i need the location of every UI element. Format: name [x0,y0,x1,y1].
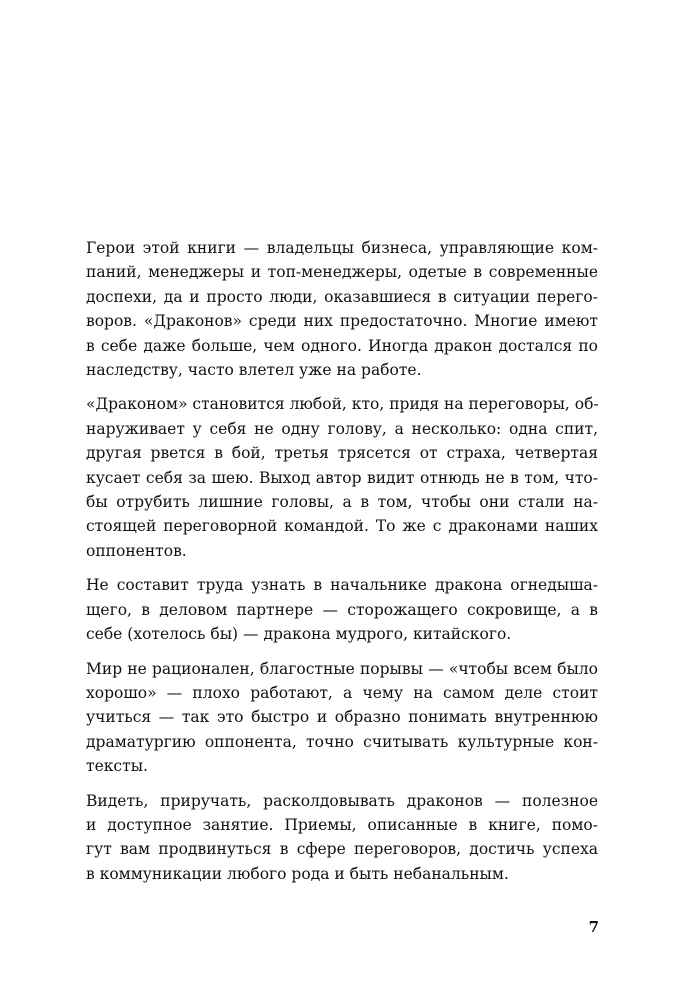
text-line: доспехи, да и просто люди, оказавшиеся в ситуации перего- [86,287,598,306]
text-line: кусает себя за шею. Выход автор видит отнюдь не в том, что- [86,468,598,487]
paragraph-2 [86,392,598,563]
text-line: себе (хотелось бы) — дракона мудрого, китайского. [86,625,512,644]
text-line: в себе даже больше, чем одного. Иногда дракон достался по [86,336,598,355]
text-line: драматургию оппонента, точно считывать культурные кон- [86,732,598,751]
text-line: Видеть, приручать, расколдовывать драконов — полезное [86,791,598,810]
paragraph-5 [86,789,598,887]
paragraph-3 [86,573,598,646]
text-line: «Драконом» становится любой, кто, придя на переговоры, об- [86,395,599,414]
text-line: бы отрубить лишние головы, а в том, чтобы они стали на- [86,493,598,512]
text-line: тексты. [86,757,148,776]
text-line: хорошо» — плохо работают, а чему на самом деле стоит [86,683,598,702]
text-line: другая рвется в бой, третья трясется от страха, четвертая [86,444,598,463]
paragraph-1 [86,236,598,382]
text-line: Мир не рационален, благостные порывы — «чтобы всем было [86,659,598,678]
text-line: учиться — так это быстро и образно понимать внутреннюю [86,708,598,727]
text-line: воров. «Драконов» среди них предостаточно. Многие имеют [86,312,598,331]
text-line: и доступное занятие. Приемы, описанные в книге, помо- [86,815,598,834]
text-line: паний, менеджеры и топ-менеджеры, одетые в современные [86,263,598,282]
text-line: стоящей переговорной командой. То же с драконами наших [86,517,598,536]
text-line: Герои этой книги — владельцы бизнеса, управляющие ком- [86,239,598,257]
page-number: 7 [588,918,599,936]
paragraph-4 [86,657,598,779]
text-line: гут вам продвинуться в сфере переговоров, достичь успеха [86,840,598,859]
body-text [86,236,598,896]
text-line: щего, в деловом партнере — сторожащего сокровище, а в [86,600,598,619]
text-line: Не составит труда узнать в начальнике дракона огнедыша- [86,576,598,595]
text-line: в коммуникации любого рода и быть небанальным. [86,864,509,883]
text-line: наруживает у себя не одну голову, а несколько: одна спит, [86,419,598,438]
text-line: оппонентов. [86,541,187,560]
text-line: наследству, часто влетел уже на работе. [86,361,422,380]
